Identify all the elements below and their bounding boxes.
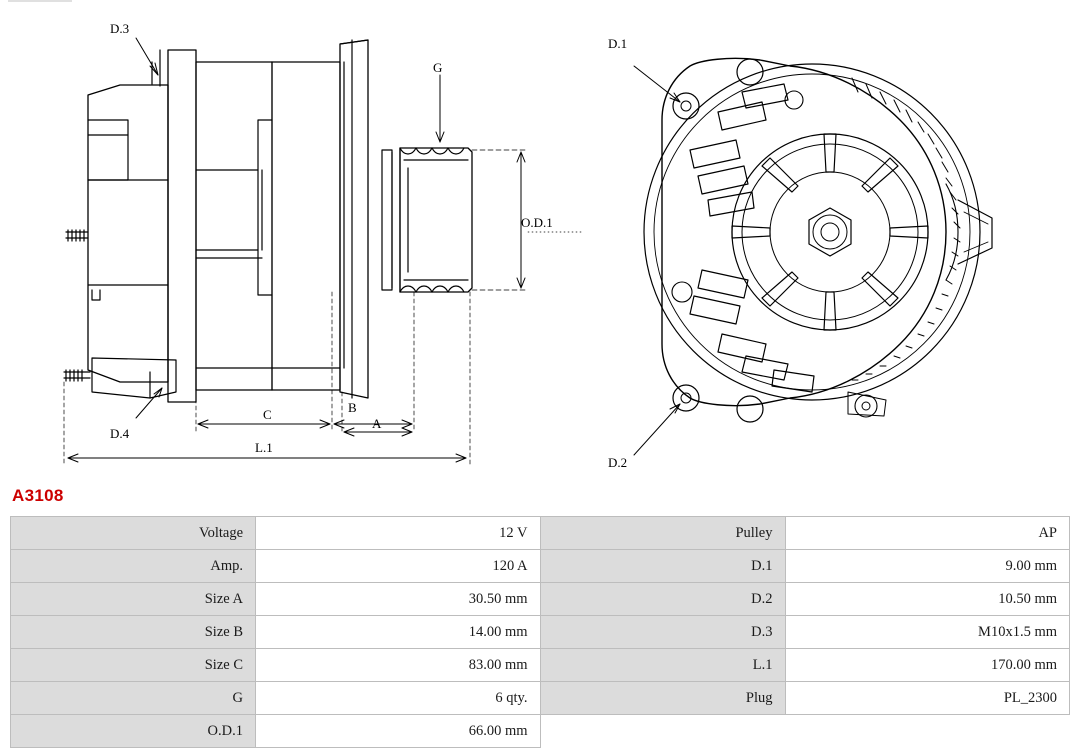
table-row xyxy=(11,682,1070,715)
spec-value: 30.50 mm xyxy=(256,583,541,616)
spec-label: O.D.1 xyxy=(11,715,256,748)
label-od1: O.D.1 xyxy=(521,215,553,230)
spec-label: Pulley xyxy=(540,517,785,550)
spec-label: Size B xyxy=(11,616,256,649)
spec-label: Voltage xyxy=(11,517,256,550)
spec-value: 6 qty. xyxy=(256,682,541,715)
label-g: G xyxy=(433,60,443,75)
spec-value: 9.00 mm xyxy=(785,550,1070,583)
spec-label: Size C xyxy=(11,649,256,682)
spec-label: L.1 xyxy=(540,649,785,682)
spec-empty-value xyxy=(785,715,1070,748)
spec-label: D.1 xyxy=(540,550,785,583)
spec-label: Size A xyxy=(11,583,256,616)
spec-table-body xyxy=(11,517,1070,748)
spec-empty-label xyxy=(540,715,785,748)
spec-label: G xyxy=(11,682,256,715)
spec-label: D.2 xyxy=(540,583,785,616)
table-row xyxy=(11,616,1070,649)
part-number: A3108 xyxy=(12,486,64,505)
spec-value: 14.00 mm xyxy=(256,616,541,649)
label-b: B xyxy=(348,400,357,415)
table-row xyxy=(11,649,1070,682)
spec-value: M10x1.5 mm xyxy=(785,616,1070,649)
specifications-table xyxy=(10,516,1070,748)
spec-value: 120 A xyxy=(256,550,541,583)
spec-value: 170.00 mm xyxy=(785,649,1070,682)
table-row xyxy=(11,583,1070,616)
label-d1: D.1 xyxy=(608,36,628,51)
spec-label: Amp. xyxy=(11,550,256,583)
label-d2: D.2 xyxy=(608,455,628,470)
table-row xyxy=(11,517,1070,550)
table-row xyxy=(11,550,1070,583)
spec-value: PL_2300 xyxy=(785,682,1070,715)
spec-value: 83.00 mm xyxy=(256,649,541,682)
label-d4: D.4 xyxy=(110,426,130,441)
label-d3: D.3 xyxy=(110,21,130,36)
spec-label: D.3 xyxy=(540,616,785,649)
label-c: C xyxy=(263,407,272,422)
label-l1: L.1 xyxy=(255,440,273,455)
spec-label: Plug xyxy=(540,682,785,715)
spec-value: AP xyxy=(785,517,1070,550)
spec-value: 10.50 mm xyxy=(785,583,1070,616)
label-a: A xyxy=(372,416,382,431)
spec-value: 66.00 mm xyxy=(256,715,541,748)
table-row xyxy=(11,715,1070,748)
spec-value: 12 V xyxy=(256,517,541,550)
